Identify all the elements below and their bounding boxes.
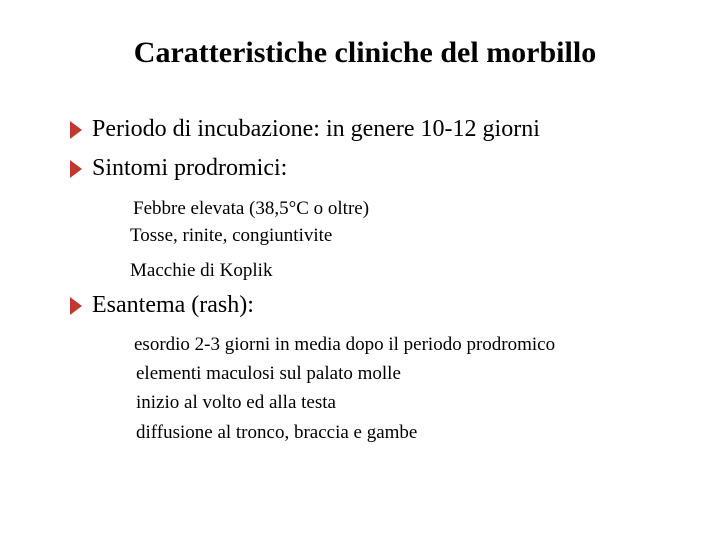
bullet-incubation	[70, 116, 540, 143]
sub-item-start: inizio al volto ed alla testa	[136, 392, 336, 413]
triangle-right-icon	[70, 160, 82, 178]
sub-item-cough: Tosse, rinite, congiuntivite	[130, 225, 333, 246]
slide-title: Caratteristiche cliniche del morbillo	[133, 36, 597, 69]
sub-item-onset: esordio 2-3 giorni in media dopo il periodo prodromico	[134, 334, 556, 355]
sub-item-fever: Febbre elevata (38,5°C o oltre)	[133, 198, 370, 219]
triangle-right-icon	[70, 121, 82, 139]
sub-item-macules: elementi maculosi sul palato molle	[136, 363, 401, 384]
bullet-label: Sintomi prodromici:	[92, 155, 288, 181]
triangle-right-icon	[70, 297, 82, 315]
sub-item-spread: diffusione al tronco, braccia e gambe	[136, 422, 418, 443]
bullet-prodromal-symptoms	[70, 155, 287, 182]
bullet-rash	[70, 292, 254, 319]
bullet-label: Periodo di incubazione: in genere 10-12 giorni	[92, 116, 540, 142]
sub-item-koplik: Macchie di Koplik	[130, 260, 273, 281]
bullet-label: Esantema (rash):	[92, 292, 254, 318]
